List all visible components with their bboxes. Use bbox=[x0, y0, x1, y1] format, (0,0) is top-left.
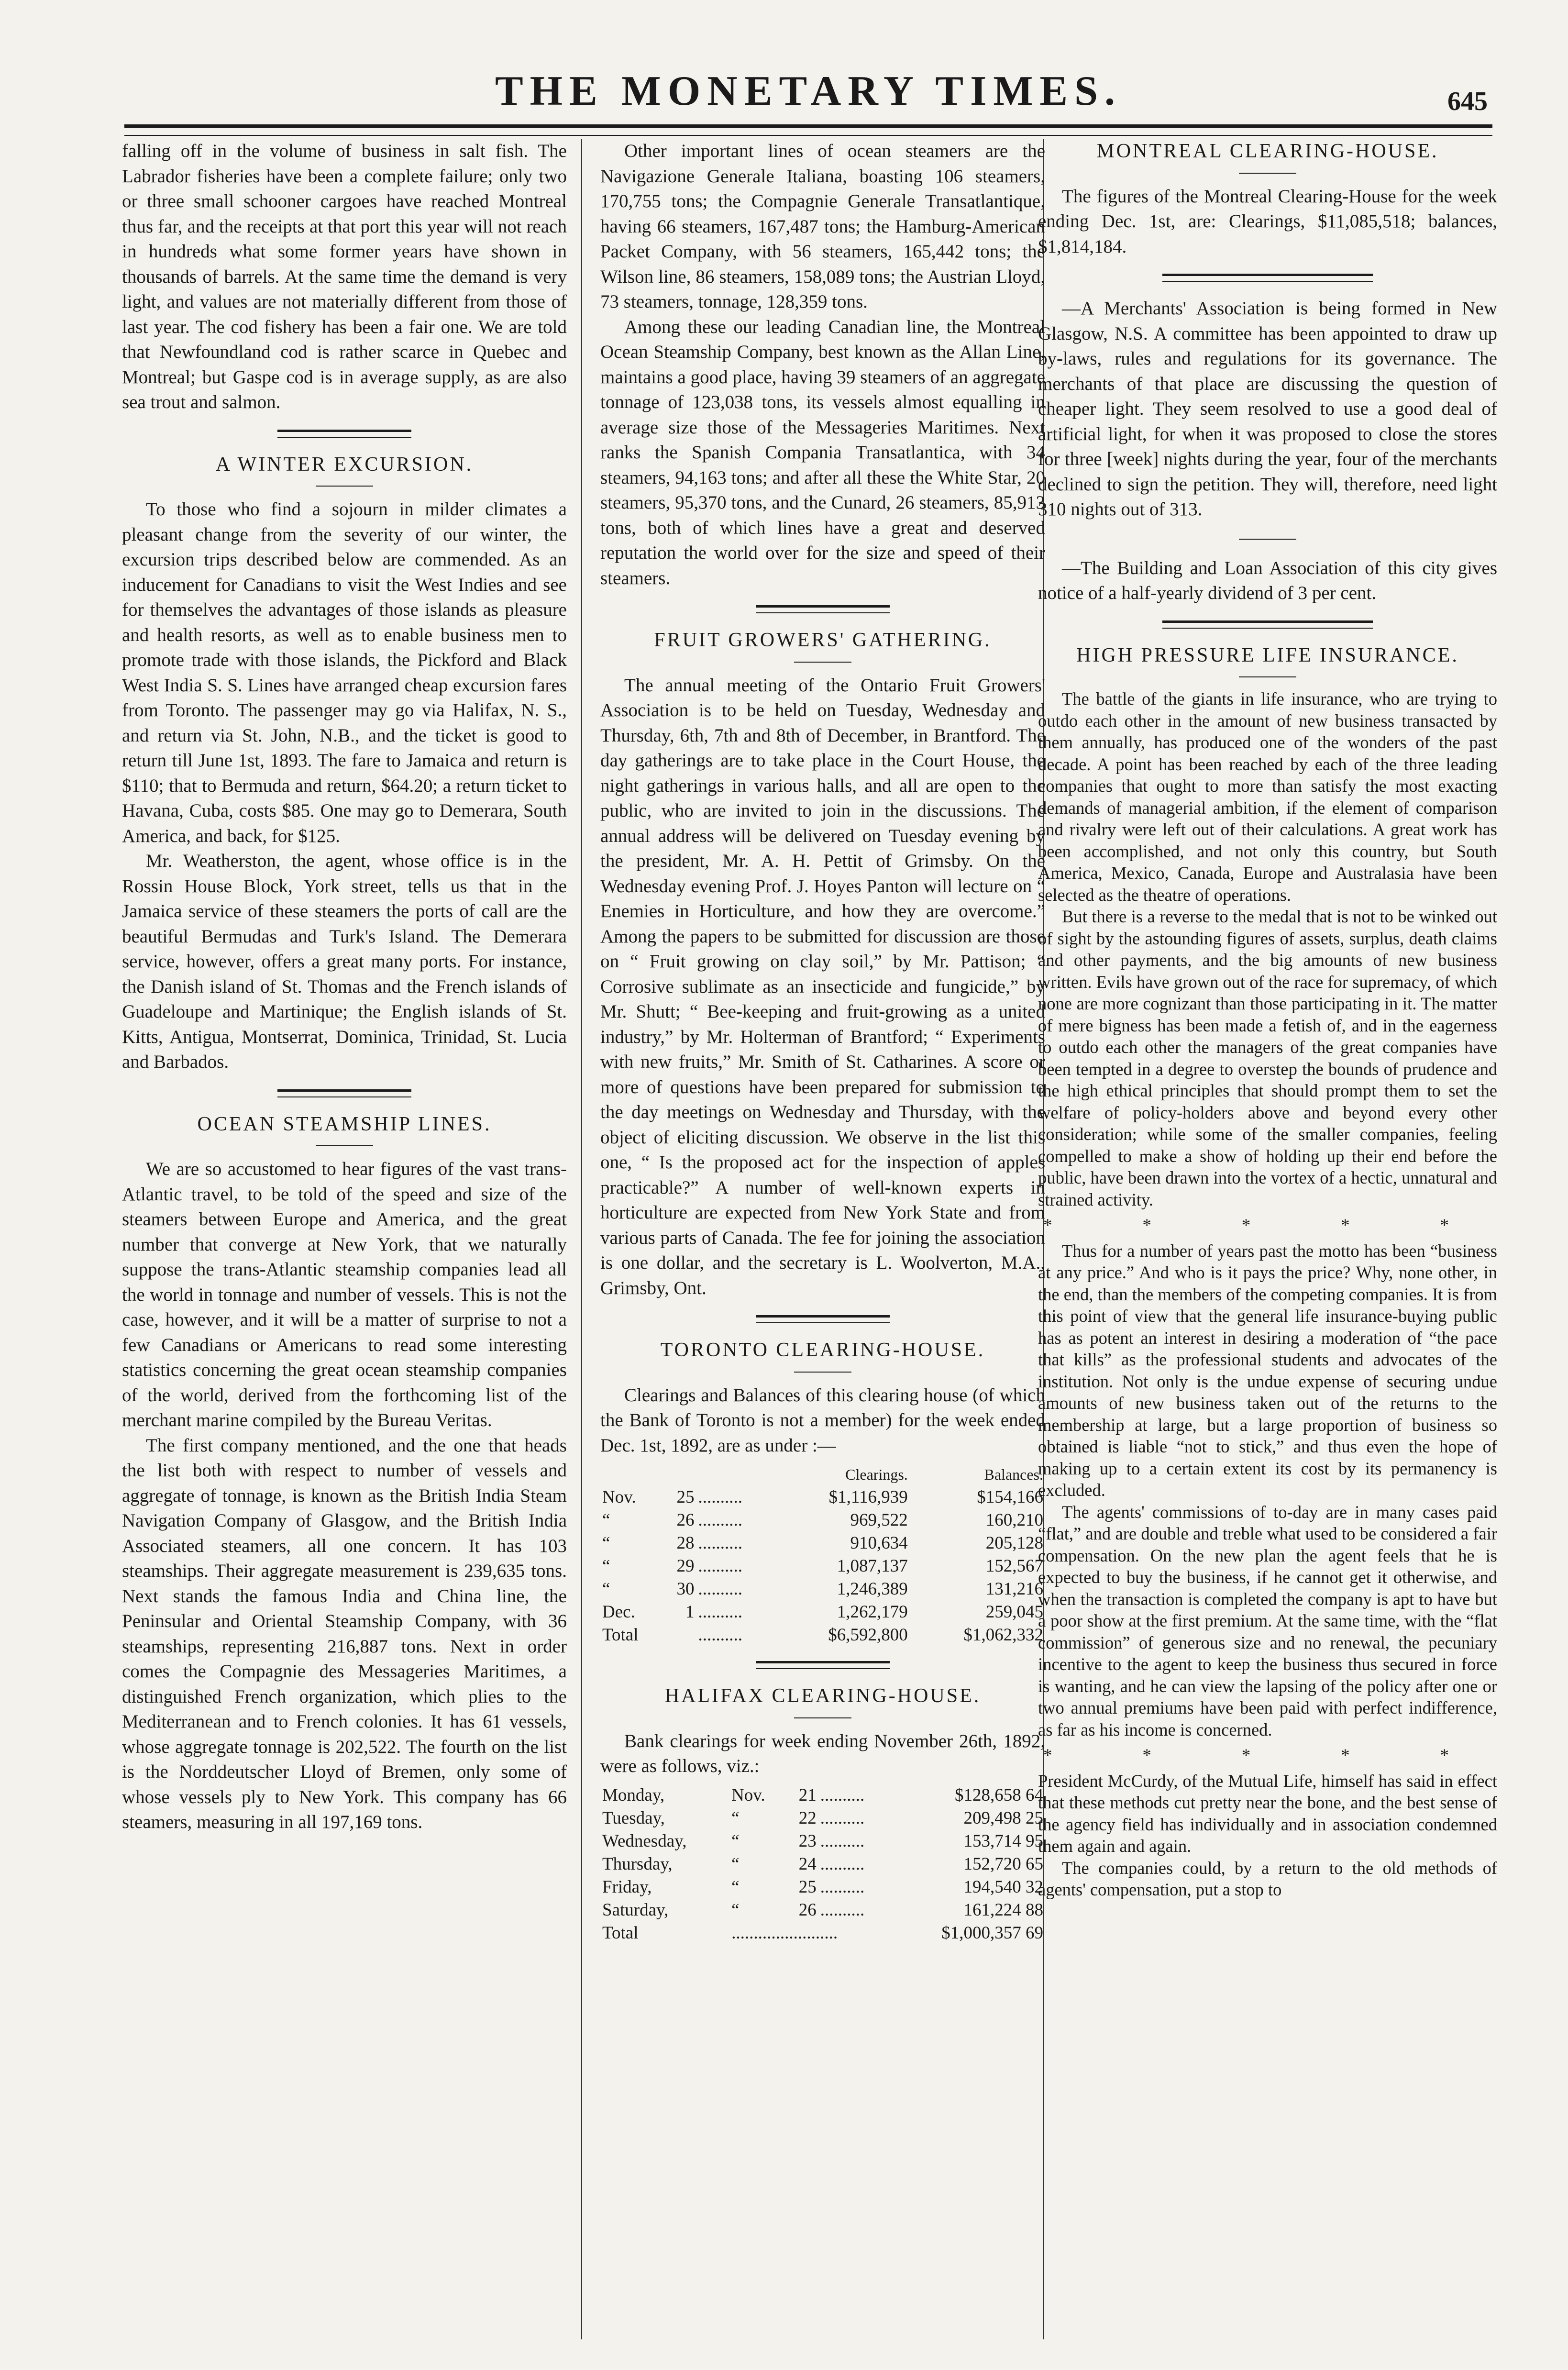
row-clearings: 1,262,179 bbox=[837, 1602, 908, 1622]
heading-life-insurance: HIGH PRESSURE LIFE INSURANCE. bbox=[1076, 644, 1459, 666]
table-row bbox=[600, 1784, 1045, 1807]
row-day: 24 bbox=[798, 1854, 817, 1874]
insurance-article bbox=[1038, 688, 1497, 1901]
heading-winter-excursion: A WINTER EXCURSION. bbox=[215, 453, 474, 476]
heading-toronto-clearing: TORONTO CLEARING-HOUSE. bbox=[660, 1339, 985, 1361]
section-divider bbox=[277, 430, 411, 438]
table-total-row bbox=[600, 1922, 1045, 1945]
leader-dots: .......... bbox=[698, 1533, 743, 1553]
row-clearings: 910,634 bbox=[850, 1533, 908, 1553]
row-amount: 153,714 95 bbox=[963, 1831, 1043, 1851]
row-balances: 259,045 bbox=[985, 1602, 1043, 1622]
masthead-title: THE MONETARY TIMES. bbox=[495, 68, 1122, 114]
heading-rule bbox=[1239, 173, 1296, 174]
total-label: Total bbox=[602, 1923, 639, 1943]
section-divider bbox=[277, 1089, 411, 1097]
row-month: Nov. bbox=[731, 1785, 765, 1805]
row-weekday: Tuesday, bbox=[602, 1808, 665, 1828]
column-header-balances: Balances. bbox=[984, 1466, 1043, 1483]
row-month: “ bbox=[602, 1579, 610, 1599]
total-balances: $1,062,332 bbox=[963, 1625, 1043, 1645]
table-row bbox=[600, 1578, 1045, 1601]
row-day: 23 bbox=[798, 1831, 817, 1851]
heading-rule bbox=[794, 662, 851, 663]
table-row bbox=[600, 1555, 1045, 1578]
heading-rule bbox=[316, 486, 373, 487]
row-balances: 205,128 bbox=[985, 1533, 1043, 1553]
row-weekday: Friday, bbox=[602, 1877, 652, 1897]
row-month: “ bbox=[731, 1854, 740, 1874]
halifax-clearing-table bbox=[600, 1784, 1045, 1945]
table-row bbox=[600, 1876, 1045, 1899]
paragraph-ocean-4: Among these our leading Canadian line, the Montreal Ocean Steamship Company, best known as the Allan Line, maintains a good place, having 39 steamers of an aggregate tonnage of 123,038 tons, its vessels almost equalling in average size those of the Messageries Maritimes. Next ranks the Spanish Compania Transatlantica, with 34 steamers, 94,163 tons; and after all these the White Star, 20 steamers, 95,370 tons, and the Cunard, 26 steamers, 85,913 tons, both of which lines have a great and deserved reputation the world over for the size and speed of their steamers. bbox=[600, 316, 1045, 588]
paragraph-halifax-intro: Bank clearings for week ending November 26th, 1892, were as follows, viz.: bbox=[600, 1730, 1045, 1776]
row-month: “ bbox=[731, 1877, 740, 1897]
table-total-row bbox=[600, 1624, 1045, 1647]
table-row bbox=[600, 1486, 1045, 1509]
row-month: Nov. bbox=[602, 1487, 636, 1507]
masthead-rule-thin bbox=[124, 135, 1492, 136]
table-row bbox=[600, 1853, 1045, 1876]
heading-montreal-clearing: MONTREAL CLEARING-HOUSE. bbox=[1096, 140, 1439, 162]
row-amount: $128,658 64 bbox=[955, 1785, 1043, 1805]
row-clearings: $1,116,939 bbox=[828, 1487, 908, 1507]
row-day: 30 bbox=[676, 1579, 695, 1599]
masthead bbox=[124, 29, 1492, 116]
row-balances: 131,216 bbox=[985, 1579, 1043, 1599]
total-amount: $1,000,357 69 bbox=[941, 1923, 1043, 1943]
leader-dots: .......... bbox=[820, 1831, 865, 1851]
table-row bbox=[600, 1899, 1045, 1922]
heading-rule bbox=[1239, 676, 1296, 677]
item-divider bbox=[1239, 539, 1296, 540]
heading-rule bbox=[316, 1145, 373, 1146]
heading-halifax-clearing: HALIFAX CLEARING-HOUSE. bbox=[664, 1685, 981, 1707]
row-month: “ bbox=[602, 1533, 610, 1553]
leader-dots: .......... bbox=[698, 1510, 743, 1530]
row-day: 25 bbox=[798, 1877, 817, 1897]
asterisk-separator: * * * * * bbox=[1043, 1745, 1492, 1765]
leader-dots: .......... bbox=[820, 1808, 865, 1828]
page-number: 645 bbox=[1447, 87, 1488, 116]
section-divider bbox=[1162, 274, 1373, 282]
heading-rule bbox=[794, 1372, 851, 1373]
row-clearings: 1,087,137 bbox=[837, 1556, 908, 1576]
row-month: “ bbox=[731, 1831, 740, 1851]
row-weekday: Saturday, bbox=[602, 1900, 669, 1920]
paragraph-insurance-1: The battle of the giants in life insurance, who are trying to outdo each other in the amount of new business transacted by them annually, has produced one of the wonders of the past decade. A point has been reached by each of the three leading companies that ought to more than satisfy the most exacting demands of managerial ambition, if the element of comparison and rivalry were left out of their calculations. A great work has been accomplished, and not only this country, but South America, Mexico, Canada, Europe and Australasia have been selected as the theatre of operations. bbox=[1038, 689, 1497, 905]
row-day: 1 bbox=[685, 1602, 695, 1622]
row-balances: 152,567 bbox=[985, 1556, 1043, 1576]
row-weekday: Thursday, bbox=[602, 1854, 673, 1874]
paragraph-insurance-4: The agents' commissions of to-day are in many cases paid “flat,” and are double and treble what used to be considered a fair compensation. On the new plan the agent feels that he is expected to buy the business, if he cannot get it otherwise, and when the transaction is completed the company is apt to have but a poor show at the first premium. At the same time, with the “flat commission” of generous size and no renewal, the pecuniary incentive to the agent to keep the business thus secured in force is wanting, and he can view the lapsing of the policy after one or two annual premiums have been paid with perfect indifference, as far as his income is concerned. bbox=[1038, 1502, 1497, 1739]
section-divider bbox=[1162, 620, 1373, 629]
row-month: Dec. bbox=[602, 1602, 635, 1622]
paragraph-ocean-3: Other important lines of ocean steamers are the Navigazione Generale Italiana, boasting 106 steamers, 170,755 tons; the Compagnie Generale Transatlantique, having 66 steamers, 167,487 tons; the Hamburg-American Packet Company, with 56 steamers, 165,442 tons; the Wilson line, 86 steamers, 158,089 tons; the Austrian Lloyd, 73 steamers, tonnage, 128,359 tons. bbox=[600, 141, 1045, 312]
table-row bbox=[600, 1509, 1045, 1532]
column-2 bbox=[600, 139, 1045, 2339]
leader-dots: .......... bbox=[698, 1487, 743, 1507]
column-header-clearings: Clearings. bbox=[845, 1466, 908, 1483]
row-day: 22 bbox=[798, 1808, 817, 1828]
leader-dots: .......... bbox=[698, 1602, 743, 1622]
leader-dots: .......... bbox=[698, 1625, 743, 1645]
column-divider bbox=[581, 139, 582, 2339]
row-month: “ bbox=[602, 1510, 610, 1530]
section-divider bbox=[756, 605, 890, 613]
paragraph-ocean-2: The first company mentioned, and the one that heads the list both with respect to number of vessels and aggregate of tonnage, is known as the British India Steam Navigation Company of Glasgow, and the British India Associated steamers, all one concern. It has 103 steamships. Their aggregate measurement is 239,635 tons. Next stands the famous India and China line, the Peninsular and Oriental Steamship Company, with 36 steamships, representing 216,887 tons. Next in order comes the Compagnie des Messageries Maritimes, a distinguished French organization, which plies to the Mediterranean and to French colonies. It has 61 vessels, whose aggregate tonnage is 202,522. The fourth on the list is the Norddeutscher Lloyd of Bremen, only some of whose vessels ply to New York. This company has 66 steamers, measuring in all 197,169 tons. bbox=[122, 1435, 567, 1832]
row-day: 29 bbox=[676, 1556, 695, 1576]
leader-dots: .......... bbox=[698, 1579, 743, 1599]
total-label: Total bbox=[602, 1625, 639, 1645]
asterisk-separator: * * * * * bbox=[1043, 1215, 1492, 1235]
total-clearings: $6,592,800 bbox=[828, 1625, 908, 1645]
row-day: 28 bbox=[676, 1533, 695, 1553]
heading-rule bbox=[794, 1717, 851, 1718]
paragraph-building-loan: —The Building and Loan Association of this city gives notice of a half-yearly dividend of 3 per cent. bbox=[1038, 557, 1497, 603]
table-row bbox=[600, 1601, 1045, 1624]
row-weekday: Wednesday, bbox=[602, 1831, 687, 1851]
toronto-clearing-table bbox=[600, 1463, 1045, 1647]
table-header-row bbox=[600, 1463, 1045, 1486]
heading-fruit-growers: FRUIT GROWERS' GATHERING. bbox=[654, 629, 992, 651]
row-day: 25 bbox=[676, 1487, 695, 1507]
leader-dots: .......... bbox=[820, 1785, 865, 1805]
table-row bbox=[600, 1830, 1045, 1853]
row-amount: 209,498 25 bbox=[963, 1808, 1043, 1828]
masthead-rule bbox=[124, 124, 1492, 128]
row-clearings: 1,246,389 bbox=[837, 1579, 908, 1599]
paragraph-fisheries: falling off in the volume of business in salt fish. The Labrador fisheries have been a complete failure; only two or three small schooner cargoes have reached Montreal thus far, and the receipts at that port this year will not reach in hundreds what some former years have shown in thousands of barrels. At the same time the demand is very light, and values are not materially different from those of last year. The cod fishery has been a fair one. We are told that Newfoundland cod is rather scarce in Quebec and Montreal; but Gaspe cod is in average supply, as are also sea trout and salmon. bbox=[122, 141, 567, 412]
paragraph-ocean-1: We are so accustomed to hear figures of the vast trans-Atlantic travel, to be told of the speed and size of the steamers between Europe and America, and the great number that converge at New York, that we naturally suppose the trans-Atlantic steamship companies lead all the world in tonnage and number of vessels. This is not the case, however, and it will be a matter of surprise to not a few Canadians or Americans to read some interesting statistics concerning the great ocean steamship companies of the world, derived from the forthcoming list of the merchant marine compiled by the Bureau Veritas. bbox=[122, 1159, 567, 1430]
row-month: “ bbox=[731, 1808, 740, 1828]
row-amount: 152,720 65 bbox=[963, 1854, 1043, 1874]
leader-dots: .......... bbox=[820, 1900, 865, 1920]
section-divider bbox=[756, 1315, 890, 1323]
row-month: “ bbox=[602, 1556, 610, 1576]
row-amount: 194,540 32 bbox=[963, 1877, 1043, 1897]
row-balances: 160,210 bbox=[985, 1510, 1043, 1530]
leader-dots: ........................ bbox=[731, 1923, 838, 1943]
row-day: 26 bbox=[798, 1900, 817, 1920]
paragraph-insurance-6: The companies could, by a return to the old methods of agents' compensation, put a stop to bbox=[1038, 1858, 1497, 1899]
table-row bbox=[600, 1807, 1045, 1830]
paragraph-winter-2: Mr. Weatherston, the agent, whose office is in the Rossin House Block, York street, tells us that in the Jamaica service of these steamers the ports of call are the beautiful Bermudas and Turk's Island. The Demerara service, however, offers a great many ports. For instance, the Danish island of St. Thomas and the French islands of Guadeloupe and Martinique; the English islands of St. Kitts, Antigua, Montserrat, Dominica, Trinidad, St. Lucia and Barbados. bbox=[122, 851, 567, 1072]
row-clearings: 969,522 bbox=[850, 1510, 908, 1530]
row-day: 21 bbox=[798, 1785, 817, 1805]
heading-ocean-steamship: OCEAN STEAMSHIP LINES. bbox=[197, 1113, 492, 1135]
column-3 bbox=[1038, 139, 1497, 2339]
paragraph-fruit-1: The annual meeting of the Ontario Fruit Growers' Association is to be held on Tuesday, Wednesday and Thursday, 6th, 7th and 8th of December, in Brantford. The day gatherings are to take place in the Court House, the night gatherings in various halls, and all are open to the public, who are invited to join in the discussions. The annual address will be delivered on Tuesday evening by the president, Mr. A. H. Pettit of Grimsby. On the Wednesday evening Prof. J. Hoyes Panton will lecture on “ Enemies in Horticulture, and how they are overcome.” Among the papers to be submitted for discussion are those on “ Fruit growing on clay soil,” by Mr. Pattison; “ Corrosive sublimate as an insecticide and fungicide,” by Mr. Shutt; “ Bee-keeping and fruit-growing as a united industry,” by Mr. Holterman of Brantford; “ Experiments with new fruits,” Mr. Smith of St. Catharines. A score or more of questions have been prepared for submission to the day meetings on Wednesday and Thursday, with the object of eliciting discussion. We observe in the list this one, “ Is the proposed act for the inspection of apples practicable?” A number of well-known experts in horticulture are expected from New York State and from various parts of Canada. The fee for joining the association is one dollar, and the secretary is L. Woolverton, M.A., Grimsby, Ont. bbox=[600, 675, 1045, 1298]
paragraph-merchants: —A Merchants' Association is being formed in New Glasgow, N.S. A committee has been appointed to draw up by-laws, rules and regulations for its governance. The merchants of that place are discussing the question of cheaper light. They seem resolved to use a good deal of artificial light, for when it was proposed to close the stores for three [week] nights during the year, four of the merchants declined to sign the petition. They will, therefore, need light 310 nights out of 313. bbox=[1038, 298, 1497, 520]
paragraph-winter-1: To those who find a sojourn in milder climates a pleasant change from the severity of our winter, the excursion trips described below are commended. As an inducement for Canadians to visit the West Indies and see for themselves the advantages of those islands as pleasure and health resorts, as well as to enable business men to promote trade with those islands, the Pickford and Black West India S. S. Lines have arranged cheap excursion fares from Toronto. The passenger may go via Halifax, N. S., and return via St. John, N.B., and the ticket is good to return till June 1st, 1893. The fare to Jamaica and return is $110; that to Bermuda and return, $64.20; a return ticket to Havana, Cuba, costs $85. One may go to Demerara, South America, and back, for $125. bbox=[122, 499, 567, 846]
paragraph-insurance-3: Thus for a number of years past the motto has been “business at any price.” And who is it pays the price? Why, none other, in the end, than the members of the competing companies. It is from this point of view that the general life insurance-buying public has as potent an interest in desiring a moderation of “the pace that kills” as the professional students and advocates of the institution. Not only is the undue expense of securing undue amounts of new business taken out of the returns to the membership at large, but a large proportion of business so obtained is liable “not to stick,” and thus even the hope of making up to a certain extent its cost by its permanency is excluded. bbox=[1038, 1240, 1497, 1500]
row-month: “ bbox=[731, 1900, 740, 1920]
row-balances: $154,166 bbox=[977, 1487, 1043, 1507]
table-row bbox=[600, 1532, 1045, 1555]
paragraph-insurance-5: President McCurdy, of the Mutual Life, himself has said in effect that these methods cut pretty near the bone, and the best sense of the agency field has individually and in association condemned them again and again. bbox=[1038, 1771, 1497, 1856]
leader-dots: .......... bbox=[820, 1854, 865, 1874]
leader-dots: .......... bbox=[698, 1556, 743, 1576]
row-weekday: Monday, bbox=[602, 1785, 665, 1805]
paragraph-insurance-2: But there is a reverse to the medal that is not to be winked out of sight by the astounding figures of assets, surplus, death claims and other payments, and the big amounts of new business written. Evils have grown out of the race for supremacy, of which none are more cognizant than those participating in it. The matter of mere bigness has been made a fetish of, and in the eagerness to outdo each other the managers of the great companies have been tempted in a degree to overstep the bounds of prudence and the high ethical principles that should prompt them to set the welfare of policy-holders above and beyond every other consideration; while some of the smaller companies, feeling compelled to make a show of holding up their end before the public, have been drawn into the vortex of a hectic, unnatural and strained activity. bbox=[1038, 907, 1497, 1209]
section-divider bbox=[756, 1661, 890, 1669]
leader-dots: .......... bbox=[820, 1877, 865, 1897]
row-amount: 161,224 88 bbox=[963, 1900, 1043, 1920]
paragraph-montreal: The figures of the Montreal Clearing-House for the week ending Dec. 1st, are: Clearings, $11,085,518; balances, $1,814,184. bbox=[1038, 186, 1497, 257]
row-day: 26 bbox=[676, 1510, 695, 1530]
column-1 bbox=[122, 139, 567, 2339]
paragraph-toronto-intro: Clearings and Balances of this clearing house (of which the Bank of Toronto is not a member) for the week ended Dec. 1st, 1892, are as under :— bbox=[600, 1384, 1045, 1456]
